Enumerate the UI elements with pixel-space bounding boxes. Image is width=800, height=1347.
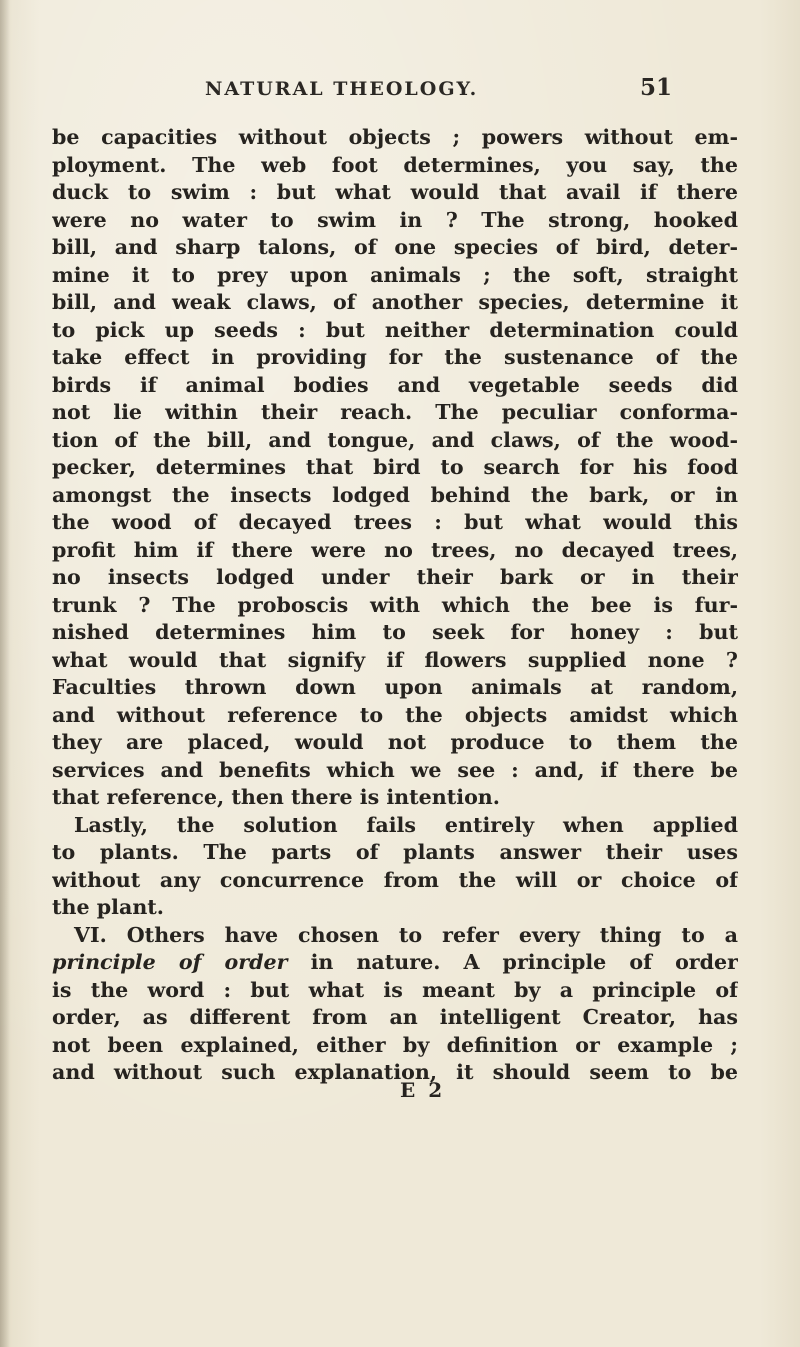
binding-shadow xyxy=(0,0,10,1347)
text-line: ployment. The web foot determines, you say, the xyxy=(52,152,738,177)
text-line: is the word : but what is meant by a principle of xyxy=(52,977,738,1002)
text-line: order, as different from an intelligent Creator, has xyxy=(52,1005,738,1029)
text-line: that reference, then there is intention. xyxy=(52,785,500,809)
text-line: be capacities without objects ; powers without em- xyxy=(52,125,738,149)
text-line: not lie within their reach. The peculiar conforma- xyxy=(52,400,738,424)
text-line: duck to swim : but what would that avail if there xyxy=(52,180,738,204)
page-number: 51 xyxy=(640,74,673,101)
text-line: amongst the insects lodged behind the bark, or in xyxy=(52,482,738,507)
signature-mark: E 2 xyxy=(400,1078,446,1102)
text-line: Faculties thrown down upon animals at random, xyxy=(52,675,738,699)
text-line: Lastly, the solution fails entirely when applied xyxy=(74,812,738,837)
text-line: and without such explanation, it should seem to be xyxy=(52,1060,738,1084)
page-header xyxy=(0,72,800,112)
text-line: no insects lodged under their bark or in their xyxy=(52,565,738,589)
text-line: trunk ? The proboscis with which the bee is fur- xyxy=(52,592,738,617)
text-line: they are placed, would not produce to them the xyxy=(52,730,738,754)
text-line: nished determines him to seek for honey : but xyxy=(52,620,738,644)
text-line: without any concurrence from the will or choice of xyxy=(52,867,738,892)
text-fragment: in nature. A principle of order xyxy=(287,950,738,974)
text-line: and without reference to the objects amidst which xyxy=(52,702,738,727)
text-line: the plant. xyxy=(52,895,164,919)
text-line: profit him if there were no trees, no decayed trees, xyxy=(52,537,738,562)
text-line: mine it to prey upon animals ; the soft, straight xyxy=(52,262,738,287)
text-line: services and benefits which we see : and, if there be xyxy=(52,757,738,782)
body-text xyxy=(52,124,738,1087)
text-line xyxy=(52,949,738,977)
text-line: take effect in providing for the sustenance of the xyxy=(52,345,738,369)
text-line: VI. Others have chosen to refer every thing to a xyxy=(74,922,738,947)
italic-phrase: principle of order xyxy=(52,950,288,974)
text-line: were no water to swim in ? The strong, hooked xyxy=(52,207,738,232)
text-line: to plants. The parts of plants answer their uses xyxy=(52,840,738,864)
running-title: NATURAL THEOLOGY. xyxy=(205,78,479,100)
text-line: not been explained, either by definition or example ; xyxy=(52,1032,738,1057)
text-line: tion of the bill, and tongue, and claws, of the wood- xyxy=(52,427,738,452)
text-line: birds if animal bodies and vegetable seeds did xyxy=(52,372,738,397)
text-line: bill, and sharp talons, of one species of bird, deter- xyxy=(52,235,738,259)
text-line: bill, and weak claws, of another species, determine it xyxy=(52,290,738,314)
text-line: the wood of decayed trees : but what would this xyxy=(52,510,738,534)
text-line: what would that signify if flowers supplied none ? xyxy=(52,647,738,672)
text-line: pecker, determines that bird to search for his food xyxy=(52,455,738,479)
text-line: to pick up seeds : but neither determination could xyxy=(52,317,738,342)
